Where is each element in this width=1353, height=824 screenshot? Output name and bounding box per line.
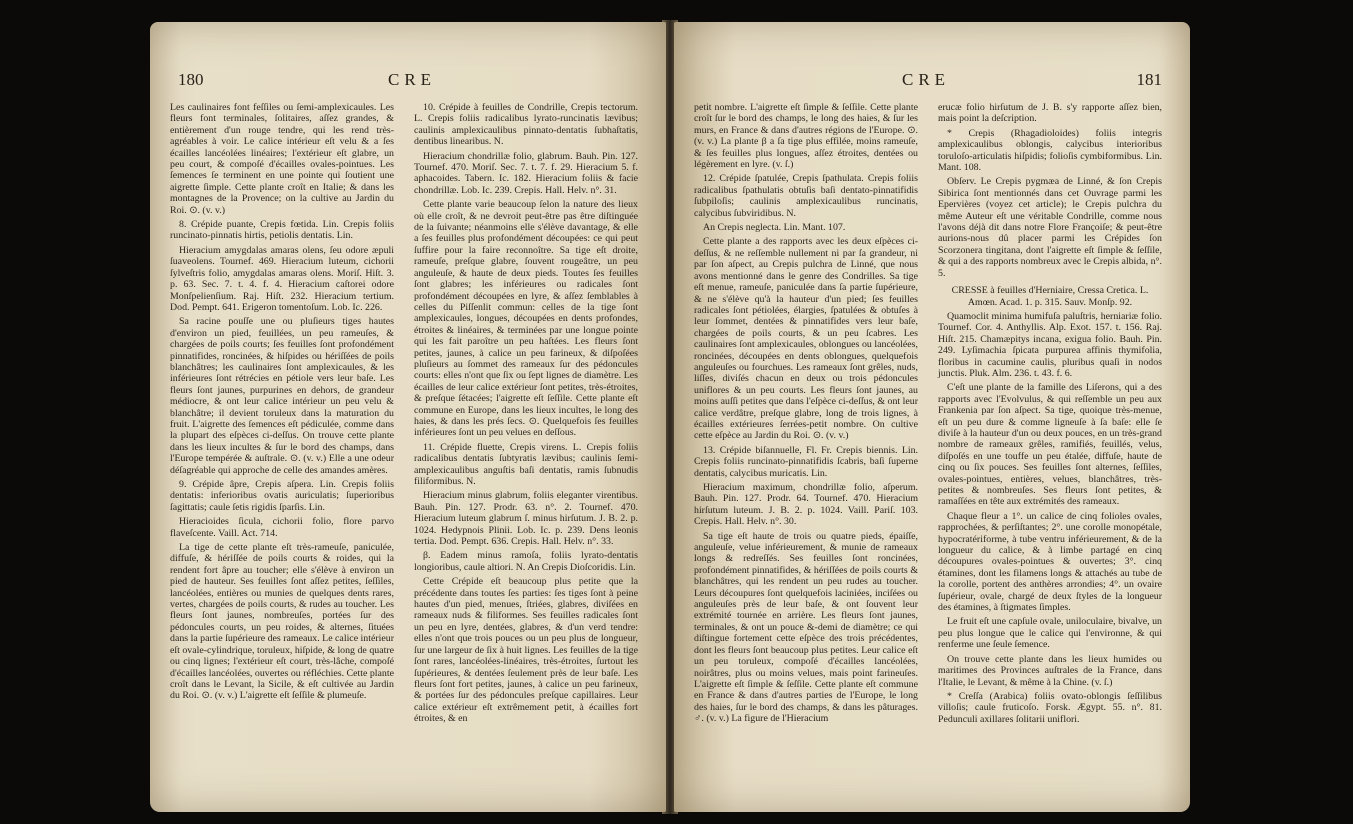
genus-entry-cressa: CRESSE à feuilles d'Herniaire, Cressa Cretica. L. Amœn. Acad. 1. p. 315. Sauv. Monſp. 92. (951, 285, 1149, 308)
paragraph: La tige de cette plante eſt très-rameuſe, paniculée, diffuſe, & hériſſée de poils courts & roides, qui la rendent fort âpre au toucher; elle s'élève à environ un pied de hauteur. Ses feuilles ſont aſſez petites, ſeſſiles, lancéolées, entières ou munies de quelques dents rares, vertes, chargées de poils courts, & rudes au toucher. Les fleurs ſont jaunes, nombreuſes, portées ſur des pédoncules courts, un peu roides, & alternes, ſituées dans la partie ſupérieure des rameaux. Le calice intérieur eſt ovale-cylindrique, toruleux, hiſpide, & long de quatre ou cinq lignes; l'extérieur eſt court, très-lâche, compoſé d'écailles lancéolées, ouvertes ou réfléchies. Cette plante croît dans le Levant, la Sicile, & eſt cultivée au Jardin du Roi. ⊙. (v. v.) L'aigrette eſt ſeſſile & plumeuſe. (170, 542, 394, 702)
synonymy: Hieracioides ſicula, cichorii folio, flore parvo flaveſcente. Vaill. Act. 714. (170, 516, 394, 539)
paragraph: Cette plante a des rapports avec les deux eſpèces ci-deſſus, & ne reſſemble nullement ni par ſa grandeur, ni par ſon aſpect, au Crepis pulchra de Linné, que nous avons mentionné dans le genre des Condrilles. Sa tige eſt menue, rameuſe, paniculée dans ſa partie ſupérieure, & ne s'élève qu'à la hauteur d'un pied; ſes feuilles radicales ſont pétiolées, élargies, ſpatulées & obtuſes à leur ſommet, dentées & pinnatifides vers leur baſe, chargées de poils courts, & un peu ſcabres. Les caulinaires ſont amplexicaules, oblongues ou lancéolées, roncinées, découpées en dents oblongues, quelquefois anguleuſes ou fourchues. Les rameaux ſont grêles, nuds, liſſes, diviſés chacun en deux ou trois pédoncules uniflores & un peu courts. Les fleurs ſont jaunes, au moins auſſi petites que dans l'eſpèce ci-deſſus, & ont leur calice verdâtre, preſque glabre, long de trois lignes, à écailles extérieures ſerrées-petit nombre. On cultive cette eſpèce au Jardin du Roi. ⊙. (v. v.) (694, 236, 918, 442)
paragraph: On trouve cette plante dans les lieux humides ou maritimes des Provinces auſtrales de la France, dans l'Italie, le Levant, & même à la Chine. (v. ſ.) (938, 653, 1162, 688)
paragraph: Les caulinaires font feſſiles ou ſemi-amplexicaules. Les fleurs font terminales, ſolitaires, aſſez grandes, & entièrement d'un rouge tendre, qui les rend très-agréables à voir. Le calice intérieur eſt velu & a ſes écailles lancéolées linéaires; l'extérieur eſt glabre, un peu court, & compoſé d'écailles ovales-pointues. Les ſemences ſe terminent en une pointe qui ſoutient une aigrette ſimple. Cette plante croît en Italie; & dans les montagnes de la Provence; on la cultive au Jardin du Roi. ⊙. (v. v.) (170, 102, 394, 216)
paragraph: Chaque fleur a 1°. un calice de cinq folioles ovales, rapprochées, & perſiſtantes; 2°. une corolle monopétale, hypocratériforme, à tube ventru inférieurement, & de la longueur du calice, & à limbe partagé en cinq découpures ovales-pointues & ouvertes; 3°. cinq étamines, dont les filamens longs & attachés au tube de la corolle, portent des anthères arrondies; 4°. un ovaire ſupérieur, ovale, chargé de deux ſtyles de la longueur des étamines, à ſtigmates ſimples. (938, 510, 1162, 614)
right-page (674, 22, 1190, 812)
synonymy: Hieracium amygdalas amaras olens, ſeu odore æpuli ſuaveolens. Tournef. 469. Hieracium luteum, cichorii ſylveſtris folio, amygdalas amaras olens. Moriſ. Hiſt. 3. p. 63. Sec. 7. t. 4. f. 4. Hieracium caſtorei odore Monſpelienſium. Raj. Hiſt. 232. Hieracium tertium. Dod. Pempt. 641. Erigeron tomentoſum. Lob. Ic. 226. (170, 244, 394, 313)
paragraph: erucæ folio hirſutum de J. B. s'y rapporte aſſez bien, mais point la deſcription. (938, 102, 1162, 125)
synonymy: Hieracium minus glabrum, foliis eleganter virentibus. Bauh. Pin. 127. Prodr. 63. n°. 2. Tournef. 470. Hieracium luteum glabrum ſ. minus hirſutum. J. B. 2. p. 1024. Hedypnois Plinii. Lob. Ic. p. 239. Dens leonis tertia. Dod. Pempt. 636. Crepis. Hall. Helv. n°. 33. (414, 490, 638, 548)
paragraph: Cette Crépide eſt beaucoup plus petite que la précédente dans toutes ſes parties: ſes tiges ſont à peine hautes d'un pied, menues, ſtriées, glabres, diviſées en rameaux nuds & filiformes. Ses feuilles radicales ſont un peu en lyre, dentées, glabres, & d'un verd tendre: elles n'ont que trois pouces ou un peu plus de longueur, ſur une largeur de ſix à huit lignes. Les feuilles de la tige ſont rares, lancéolées-linéaires, très-étroites, ſurtout les ſupérieures, & dentées ſeulement près de leur baſe. Les fleurs ſont fort petites, jaunes, à calice un peu farineux, & portées ſur des pédoncules preſque capillaires. Leur calice extérieur eſt extrêmement petit, à écailles fort étroites, & en (414, 576, 638, 725)
species-note: * Creſſa (Arabica) foliis ovato-oblongis ſeſſilibus villoſis; caule fruticoſo. Forsk. Ægypt. 55. n°. 81. Pedunculi axillares ſolitarii uniflori. (938, 690, 1162, 725)
species-entry-12: 12. Crépide ſpatulée, Crepis ſpathulata. Crepis foliis radicalibus ſpathulatis obtuſis baſi dentato-pinnatifidis ſubpiloſis; caulinis amplexicaulibus runcinatis, calycibus ſubviridibus. N. (694, 173, 918, 219)
paragraph: Sa racine pouſſe une ou pluſieurs tiges hautes d'environ un pied, feuillées, un peu rameuſes, & chargées de poils courts; ſes feuilles ſont profondément pinnatifides, roncinées, & hiſpides ou hériſſées de poils blanchâtres; les caulinaires ſont amplexicaules, & les inférieures ſont rétrécies en pétiole vers leur baſe. Les fleurs ſont jaunes, purpurines en dehors, de grandeur médiocre, & ont leur calice intérieur un peu velu & blanchâtre; il devient toruleux dans la maturation du fruit. L'aigrette des ſemences eſt pédiculée, comme dans la plupart des eſpèces ci-deſſus. On trouve cette plante dans les lieux incultes & ſur le bord des champs, dans l'Europe tempérée & auſtrale. ⊙. (v. v.) Elle a une odeur déſagréable qui approche de celle des amandes amères. (170, 316, 394, 476)
right-running-head: CRE (902, 70, 951, 89)
species-entry-8: 8. Crépide puante, Crepis fœtida. Lin. Crepis foliis runcinato-pinnatis hirtis, petiolis dentatis. Lin. (170, 219, 394, 242)
left-running-head: CRE (388, 70, 437, 89)
right-column-a (694, 102, 918, 728)
paragraph: Sa tige eſt haute de trois ou quatre pieds, épaiſſe, anguleuſe, velue inférieurement, & munie de rameaux longs & redreſſés. Ses feuilles ſont roncinées, profondément pinnatifides, & hériſſées de poils courts & blanchâtres, qui les rendent un peu rudes au toucher. Leurs découpures ſont quelquefois laciniées, inciſées ou anguleuſes près de leur baſe, & ont ſouvent leur extrémité tournée en arrière. Les fleurs ſont jaunes, terminales, & ont un pouce &-demi de diamètre; ce qui diſtingue fortement cette eſpèce des trois précédentes, dont les fleurs ſont beaucoup plus petites. Leur calice eſt un peu toruleux, compoſé d'écailles lancéolées, noirâtres, plus ou moins velues, mais point farineuſes. L'aigrette eſt ſimple & ſeſſile. Cette plante eſt commune en France & dans d'autres parties de l'Europe, le long des haies, ſur le bord des champs, & dans les pâturages. ♂. (v. v.) La figure de l'Hieracium (694, 530, 918, 725)
species-entry-13: 13. Crépide biſannuelle, Fl. Fr. Crepis biennis. Lin. Crepis foliis runcinato-pinnatifidis ſcabris, baſi ſuperne dentatis, calycibus muricatis. Lin. (694, 444, 918, 479)
paragraph: Le fruit eſt une capſule ovale, uniloculaire, bivalve, un peu plus longue que le calice qui l'environne, & qui renferme une ſeule ſemence. (938, 616, 1162, 651)
left-page (150, 22, 666, 812)
left-column-a (170, 102, 394, 705)
variety-note: β. Eadem minus ramoſa, foliis lyrato-dentatis longioribus, caule altiori. N. An Crepis Dioſcoridis. Lin. (414, 550, 638, 573)
species-entry-9: 9. Crépide âpre, Crepis aſpera. Lin. Crepis foliis dentatis: inferioribus ovatis auriculatis; ſuperioribus ſagittatis; caule ſetis rigidis ſparſis. Lin. (170, 479, 394, 513)
species-entry-10: 10. Crépide à feuilles de Condrille, Crepis tectorum. L. Crepis foliis radicalibus lyrato-runcinatis lævibus; caulinis amplexicaulibus pinnato-dentatis ſubhaſtatis, dentibus linearibus. N. (414, 102, 638, 148)
observation: Obſerv. Le Crepis pygmæa de Linné, & ſon Crepis Sibirica ſont mentionnés dans cet Ouvrage parmi les Epervières (voyez cet article); le Crepis pulchra du même Auteur eſt une véritable Condrille, comme nous l'avons déjà dit dans notre Flore Françoiſe; & peut-être aurions-nous dû placer parmi les Crépides ſon Scorzonera tingitana, dont l'aigrette eſt ſimple & ſeſſile, & qui a des rapports nombreux avec le Crepis albida, n°. 5. (938, 176, 1162, 279)
right-page-header (702, 70, 1162, 94)
right-page-number: 181 (1136, 70, 1162, 89)
left-column-b (414, 102, 638, 728)
right-column-b (938, 102, 1162, 728)
synonymy: Hieracium maximum, chondrillæ folio, aſperum. Bauh. Pin. 127. Prodr. 64. Tournef. 470. Hieracium hirſutum luteum. J. B. 2. p. 1024. Vaill. Pariſ. 103. Crepis. Hall. Helv. n°. 30. (694, 482, 918, 528)
synonymy: Quamoclit minima humifuſa paluſtris, herniariæ folio. Tournef. Cor. 4. Anthyllis. Alp. Exot. 157. t. 156. Raj. Hiſt. 215. Chamæpitys incana, exigua folio. Bauh. Pin. 249. Lyſimachia ſpicata purpurea affinis thymifolia, floribus in cacumine caulis, pluribus quaſi in nodos junctis. Pluk. Alm. 236. t. 43. f. 6. (938, 310, 1162, 379)
synonymy: Hieracium chondrillæ folio, glabrum. Bauh. Pin. 127. Tournef. 470. Moriſ. Sec. 7. t. 7. f. 29. Hieracium 5. f. aphacoides. Tabern. Ic. 182. Hieracium foliis & facie chondrillæ. Lob. Ic. 239. Crepis. Hall. Helv. n°. 31. (414, 150, 638, 196)
species-note: * Crepis (Rhagadioloides) foliis integris amplexicaulibus oblongis, calycibus interioribus toruloſo-articulatis hiſpidis; folioſis cymbiformibus. Lin. Mant. 108. (938, 127, 1162, 174)
left-page-number: 180 (178, 70, 204, 89)
species-entry-11: 11. Crépide fluette, Crepis virens. L. Crepis foliis radicalibus dentatis ſubtyratis lævibus; caulinis ſemi-amplexicaulibus anguſtis baſi dentatis, ramis ſubnudis filiformibus. N. (414, 441, 638, 487)
synonymy: An Crepis neglecta. Lin. Mant. 107. (703, 222, 846, 234)
paragraph: Cette plante varie beaucoup ſelon la nature des lieux où elle croît, & ne devroit peut-être pas être diſtinguée de la ſuivante; néanmoins elle s'élève davantage, & elle a ſes feuilles plus profondément découpées: ce qui peut ſuffire pour la faire reconnoître. Sa tige eſt droite, rameuſe, preſque glabre, ſouvent rougeâtre, un peu anguleuſe, & haute de deux pieds. Toutes ſes feuilles ſont glabres; les inférieures ou radicales ſont profondément découpées en lyre, & aſſez ſemblables à celles du Piſſenlit commun: celles de la tige ſont amplexicaules, longues, découpées en dents profondes, étroites & linéaires, & terminées par une longue pointe qui les fait paroître un peu haſtées. Les fleurs ſont petites, jaunes, à calice un peu farineux, & diſpoſées pluſieurs au ſommet des rameaux ſur des pédoncules courts: elles n'ont que ſix ou ſept lignes de diamètre. Les écailles de leur calice extérieur ſont petites, très-étroites, & preſque ſétacées; l'aigrette eſt ſeſſile. Cette plante eſt commune en Europe, dans les lieux incultes, le long des haies, & dans les prés ſecs. ⊙. Quelquefois ſes feuilles inférieures ſont un peu velues en deſſous. (414, 199, 638, 439)
paragraph: C'eſt une plante de la famille des Liſerons, qui a des rapports avec l'Evolvulus, & qui reſſemble un peu aux Frankenia par ſon aſpect. Sa tige, quoique très-menue, eſt un peu dure & comme ligneuſe à ſa baſe: elle ſe diviſe à la hauteur d'un ou deux pouces, en un très-grand nombre de rameaux grêles, ramifiés, feuillés, velus, diſpoſés en une touffe un peu étalée, diffuſe, haute de cinq ou ſix pouces. Ses feuilles ſont alternes, ſeſſiles, ovales-pointues, entières, velues, blanchâtres, très-petites & nombreuſes. Ses fleurs ſont petites, & ramaſſées en tête aux extrémités des rameaux. (938, 382, 1162, 508)
left-page-header (178, 70, 638, 94)
paragraph: petit nombre. L'aigrette eſt ſimple & ſeſſile. Cette plante croît ſur le bord des champs, le long des haies, & ſur les murs, en France & dans d'autres régions de l'Europe. ⊙. (v. v.) La plante β a ſa tige plus effilée, moins rameuſe, & ſes feuilles plus longues, aſſez étroites, dentées ou légèrement en lyre. (v. ſ.) (694, 102, 918, 171)
